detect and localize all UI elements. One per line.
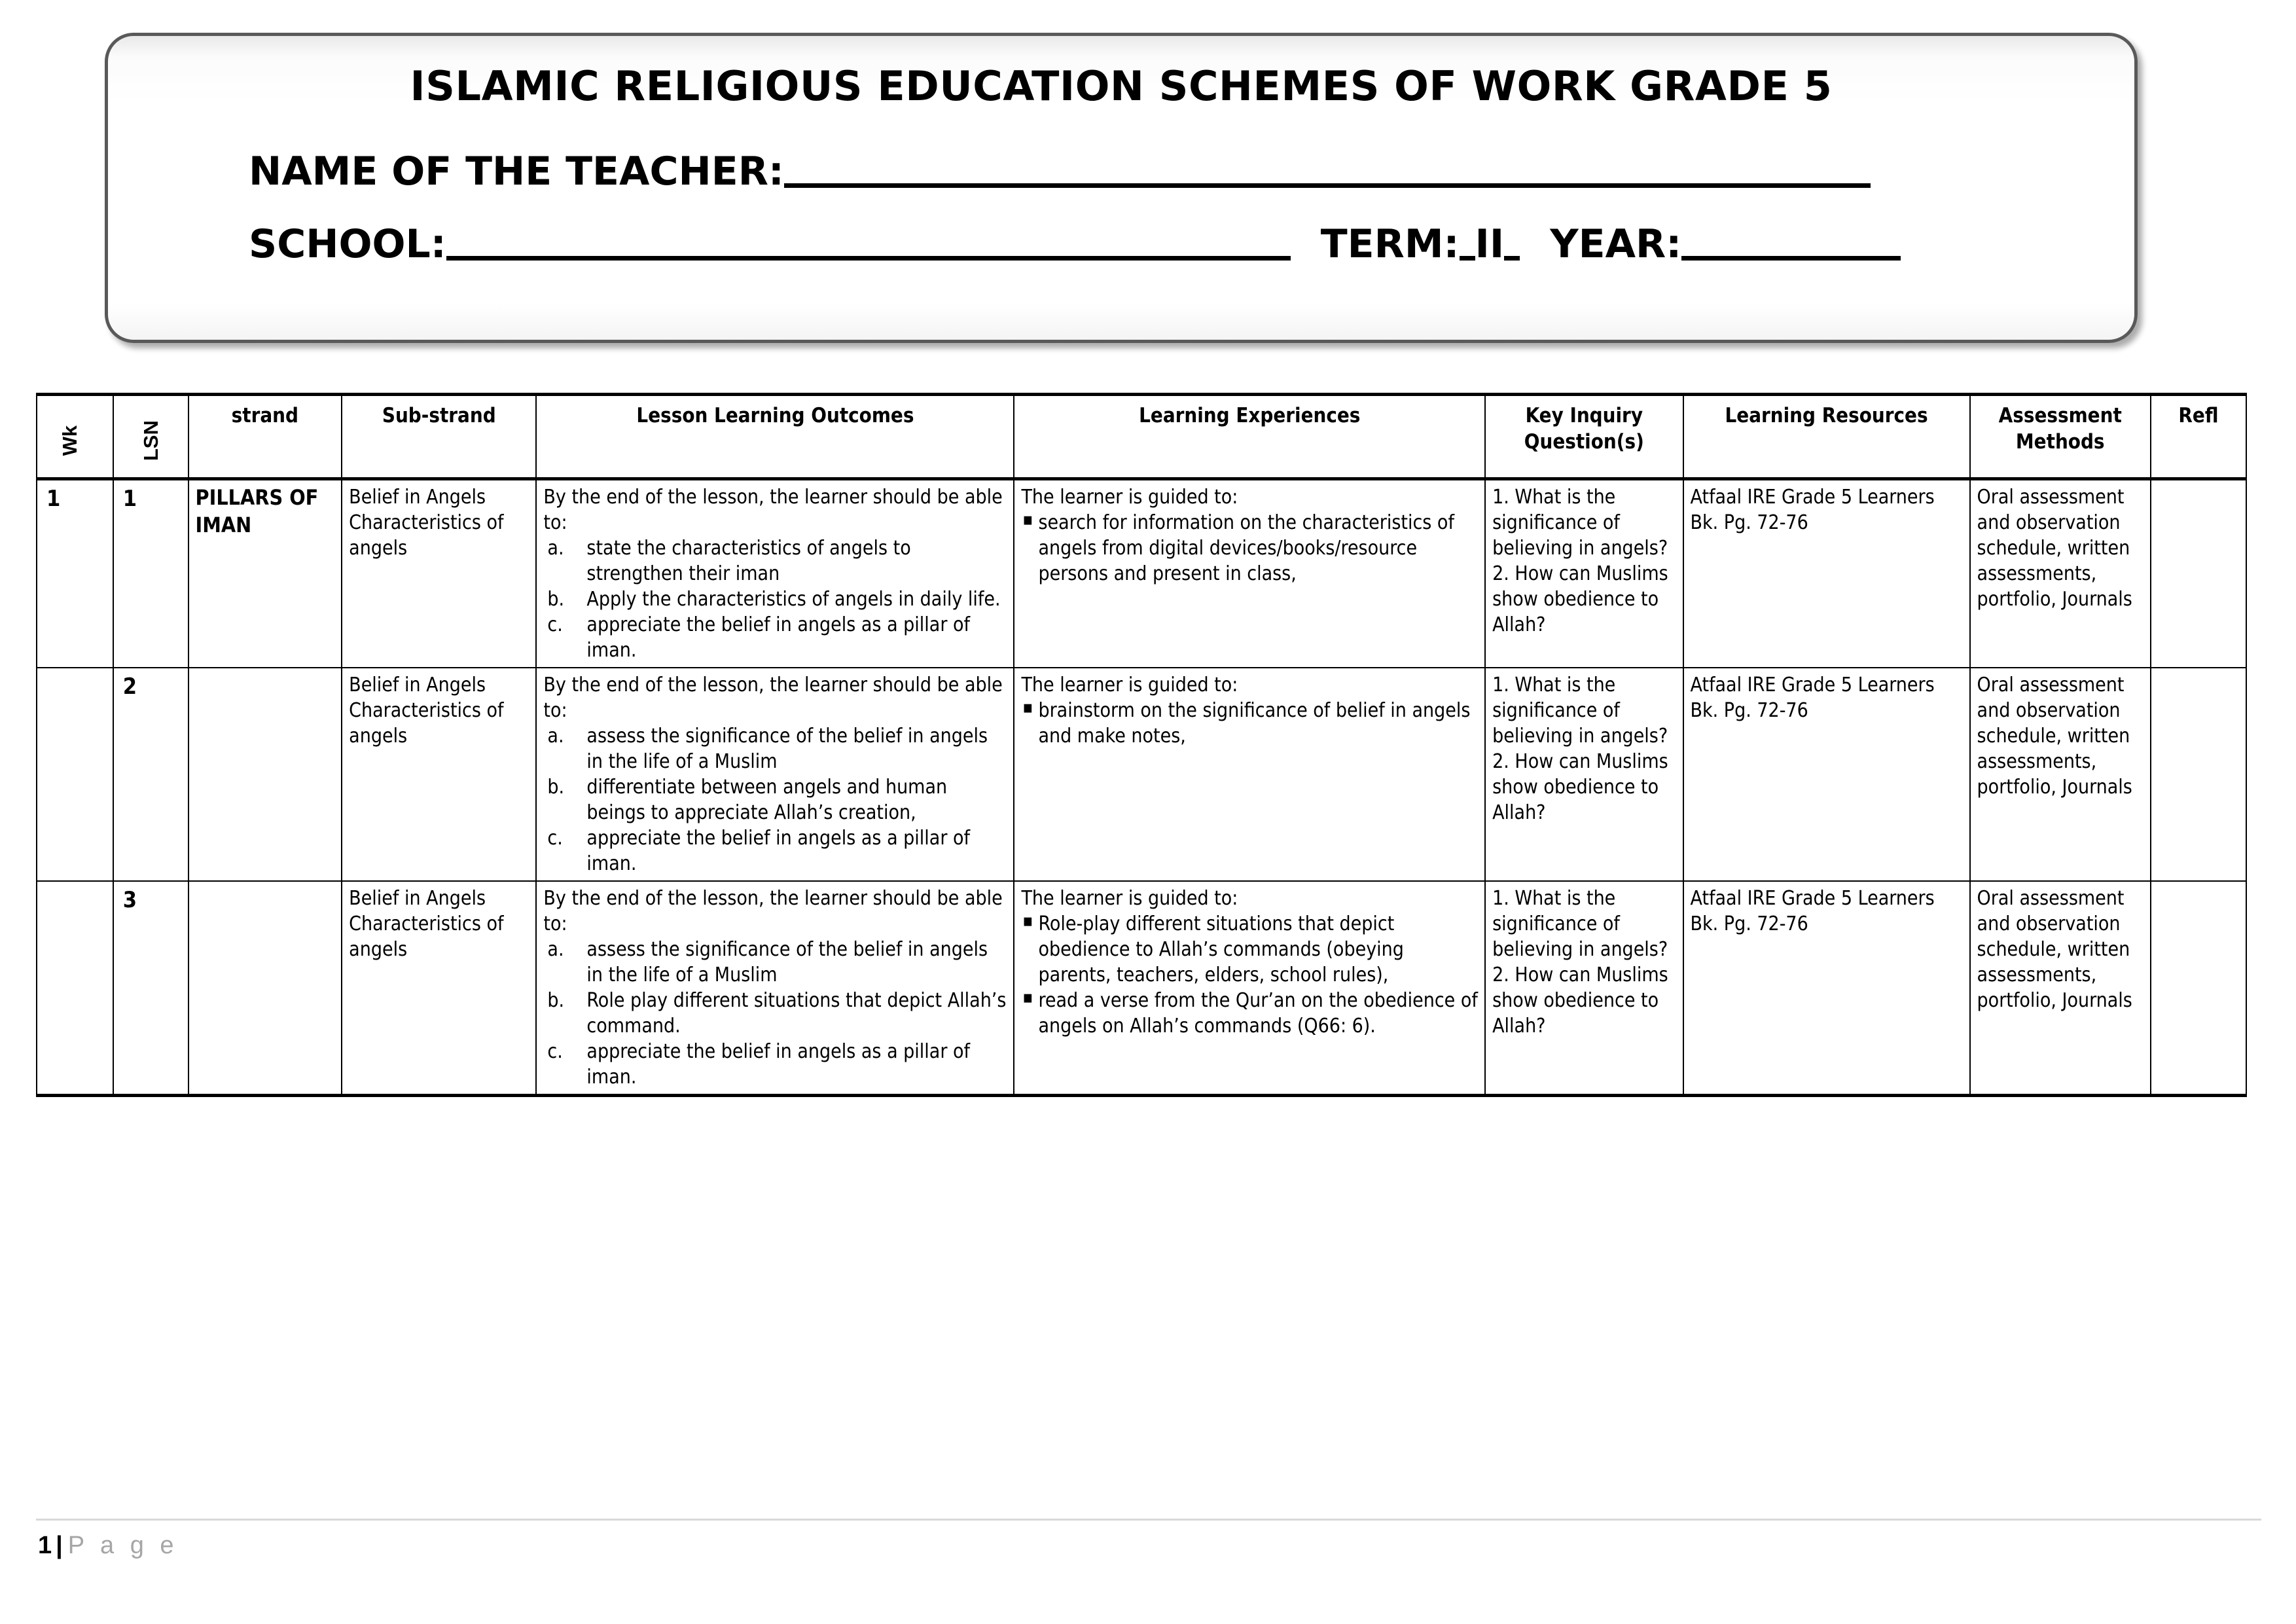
key-inquiry-question: 2. How can Muslims show obedience to Allah?	[1492, 562, 1668, 636]
key-inquiry-question: 2. How can Muslims show obedience to Allah?	[1492, 964, 1668, 1038]
key-inquiry-question: 1. What is the significance of believing in angels?	[1492, 887, 1668, 961]
outcomes-list	[543, 723, 1007, 876]
table-row	[37, 668, 2246, 881]
footer-separator: |	[56, 1532, 63, 1559]
footer-page-word: P a g e	[67, 1532, 179, 1559]
experience-item: ▪ read a verse from the Qur’an on the obedience of angels on Allah’s commands (Q66: 6).	[1021, 988, 1478, 1039]
cell-sub-strand: Belief in Angels Characteristics of angels	[342, 668, 536, 881]
cell-week	[37, 668, 113, 881]
cell-lesson-number: 2	[113, 668, 188, 881]
column-header-learning-resources: Learning Resources	[1683, 395, 1970, 479]
footer-divider	[36, 1519, 2261, 1521]
cell-key-inquiry-questions	[1485, 668, 1683, 881]
outcome-marker: b.	[547, 989, 565, 1012]
experiences-list	[1021, 698, 1478, 749]
outcome-text: assess the significance of the belief in angels in the life of a Muslim	[586, 938, 988, 986]
cell-week: 1	[37, 479, 113, 668]
outcome-text: appreciate the belief in angels as a pillar of iman.	[586, 827, 971, 875]
experiences-lead-text: The learner is guided to:	[1021, 674, 1238, 696]
title-banner	[105, 33, 2138, 343]
page-title: ISLAMIC RELIGIOUS EDUCATION SCHEMES OF WORK GRADE 5	[410, 62, 1833, 110]
cell-assessment-methods: Oral assessment and observation schedule, written assessments, portfolio, Journals	[1970, 668, 2151, 881]
cell-learning-experiences	[1014, 479, 1485, 668]
column-header-key-inquiry-questions: Key Inquiry Question(s)	[1485, 395, 1683, 479]
key-inquiry-question: 1. What is the significance of believing in angels?	[1492, 674, 1668, 748]
experience-item: ▪ brainstorm on the significance of belief in angels and make notes,	[1021, 698, 1478, 749]
column-header-strand: strand	[188, 395, 342, 479]
outcome-item	[543, 612, 1007, 663]
outcome-item	[543, 586, 1007, 612]
column-header-learning-experiences: Learning Experiences	[1014, 395, 1485, 479]
outcome-text: assess the significance of the belief in angels in the life of a Muslim	[586, 725, 988, 773]
outcomes-list	[543, 937, 1007, 1090]
column-header-assessment-methods: Assessment Methods	[1970, 395, 2151, 479]
cell-strand	[188, 881, 342, 1096]
cell-assessment-methods: Oral assessment and observation schedule, written assessments, portfolio, Journals	[1970, 479, 2151, 668]
experience-item: ▪ Role-play different situations that depict obedience to Allah’s commands (obeying parents, teachers, elders, school rules),	[1021, 911, 1478, 988]
outcome-item	[543, 535, 1007, 586]
cell-sub-strand: Belief in Angels Characteristics of angels	[342, 881, 536, 1096]
teacher-name-label: NAME OF THE TEACHER:	[249, 149, 784, 194]
cell-learning-resources: Atfaal IRE Grade 5 Learners Bk. Pg. 72-76	[1683, 881, 1970, 1096]
outcomes-list	[543, 535, 1007, 663]
outcome-text: Role play different situations that depict Allah’s command.	[586, 989, 1007, 1038]
year-blank-line[interactable]	[1681, 256, 1901, 261]
experiences-lead-text: The learner is guided to:	[1021, 887, 1238, 910]
table-row	[37, 479, 2246, 668]
cell-lesson-number: 1	[113, 479, 188, 668]
outcome-text: appreciate the belief in angels as a pillar of iman.	[586, 613, 971, 662]
term-label: TERM:	[1320, 221, 1460, 267]
outcomes-lead-text: By the end of the lesson, the learner should be able to:	[543, 887, 1003, 935]
cell-learning-experiences	[1014, 668, 1485, 881]
footer-page-indicator	[38, 1532, 179, 1560]
key-inquiry-question: 2. How can Muslims show obedience to Allah?	[1492, 750, 1668, 824]
outcome-item	[543, 1039, 1007, 1090]
cell-strand: PILLARS OF IMAN	[188, 479, 342, 668]
outcomes-lead-text: By the end of the lesson, the learner should be able to:	[543, 486, 1003, 534]
outcome-marker: c.	[547, 827, 563, 850]
teacher-name-blank-line[interactable]	[784, 183, 1871, 188]
cell-assessment-methods: Oral assessment and observation schedule, written assessments, portfolio, Journals	[1970, 881, 2151, 1096]
cell-key-inquiry-questions	[1485, 479, 1683, 668]
column-header-sub-strand: Sub-strand	[342, 395, 536, 479]
term-blank-left	[1460, 256, 1475, 261]
outcome-marker: c.	[547, 613, 563, 636]
outcome-text: appreciate the belief in angels as a pillar of iman.	[586, 1040, 971, 1089]
experiences-list	[1021, 510, 1478, 586]
outcome-item	[543, 988, 1007, 1039]
column-header-refl: Refl	[2151, 395, 2246, 479]
cell-lesson-learning-outcomes	[536, 668, 1014, 881]
outcome-text: Apply the characteristics of angels in daily life.	[586, 588, 1001, 611]
outcome-marker: a.	[547, 537, 564, 560]
outcome-text: state the characteristics of angels to strengthen their iman	[586, 537, 911, 585]
cell-sub-strand: Belief in Angels Characteristics of angels	[342, 479, 536, 668]
cell-lesson-learning-outcomes	[536, 479, 1014, 668]
outcome-marker: b.	[547, 588, 565, 611]
cell-week	[37, 881, 113, 1096]
cell-reflection[interactable]	[2151, 668, 2246, 881]
school-term-year-row	[249, 221, 1901, 267]
experience-item: ▪ search for information on the characteristics of angels from digital devices/books/resource persons and present in class,	[1021, 510, 1478, 586]
teacher-name-field-row	[249, 149, 1871, 194]
footer-page-number: 1	[38, 1532, 52, 1559]
cell-learning-experiences	[1014, 881, 1485, 1096]
school-blank-line[interactable]	[446, 256, 1291, 261]
cell-reflection[interactable]	[2151, 881, 2246, 1096]
cell-lesson-learning-outcomes	[536, 881, 1014, 1096]
school-label: SCHOOL:	[249, 221, 446, 267]
outcome-item	[543, 825, 1007, 876]
column-header-wk: Wk	[37, 395, 113, 479]
outcome-marker: b.	[547, 776, 565, 799]
outcome-marker: a.	[547, 938, 564, 961]
year-label: YEAR:	[1550, 221, 1682, 267]
cell-lesson-number: 3	[113, 881, 188, 1096]
term-value: II	[1475, 221, 1505, 267]
outcome-marker: a.	[547, 725, 564, 748]
experiences-list	[1021, 911, 1478, 1039]
table-row	[37, 881, 2246, 1096]
outcome-item	[543, 937, 1007, 988]
experiences-lead-text: The learner is guided to:	[1021, 486, 1238, 509]
outcomes-lead-text: By the end of the lesson, the learner should be able to:	[543, 674, 1003, 722]
key-inquiry-question: 1. What is the significance of believing in angels?	[1492, 486, 1668, 560]
outcome-marker: c.	[547, 1040, 563, 1063]
schemes-of-work-table	[36, 393, 2247, 1097]
column-header-lsn: LSN	[113, 395, 188, 479]
cell-key-inquiry-questions	[1485, 881, 1683, 1096]
cell-reflection[interactable]	[2151, 479, 2246, 668]
term-blank-right	[1504, 256, 1520, 261]
table-header-row	[37, 395, 2246, 479]
outcome-item	[543, 774, 1007, 825]
cell-learning-resources: Atfaal IRE Grade 5 Learners Bk. Pg. 72-76	[1683, 668, 1970, 881]
outcome-text: differentiate between angels and human beings to appreciate Allah’s creation,	[586, 776, 948, 824]
cell-learning-resources: Atfaal IRE Grade 5 Learners Bk. Pg. 72-76	[1683, 479, 1970, 668]
cell-strand	[188, 668, 342, 881]
column-header-lesson-learning-outcomes: Lesson Learning Outcomes	[536, 395, 1014, 479]
outcome-item	[543, 723, 1007, 774]
